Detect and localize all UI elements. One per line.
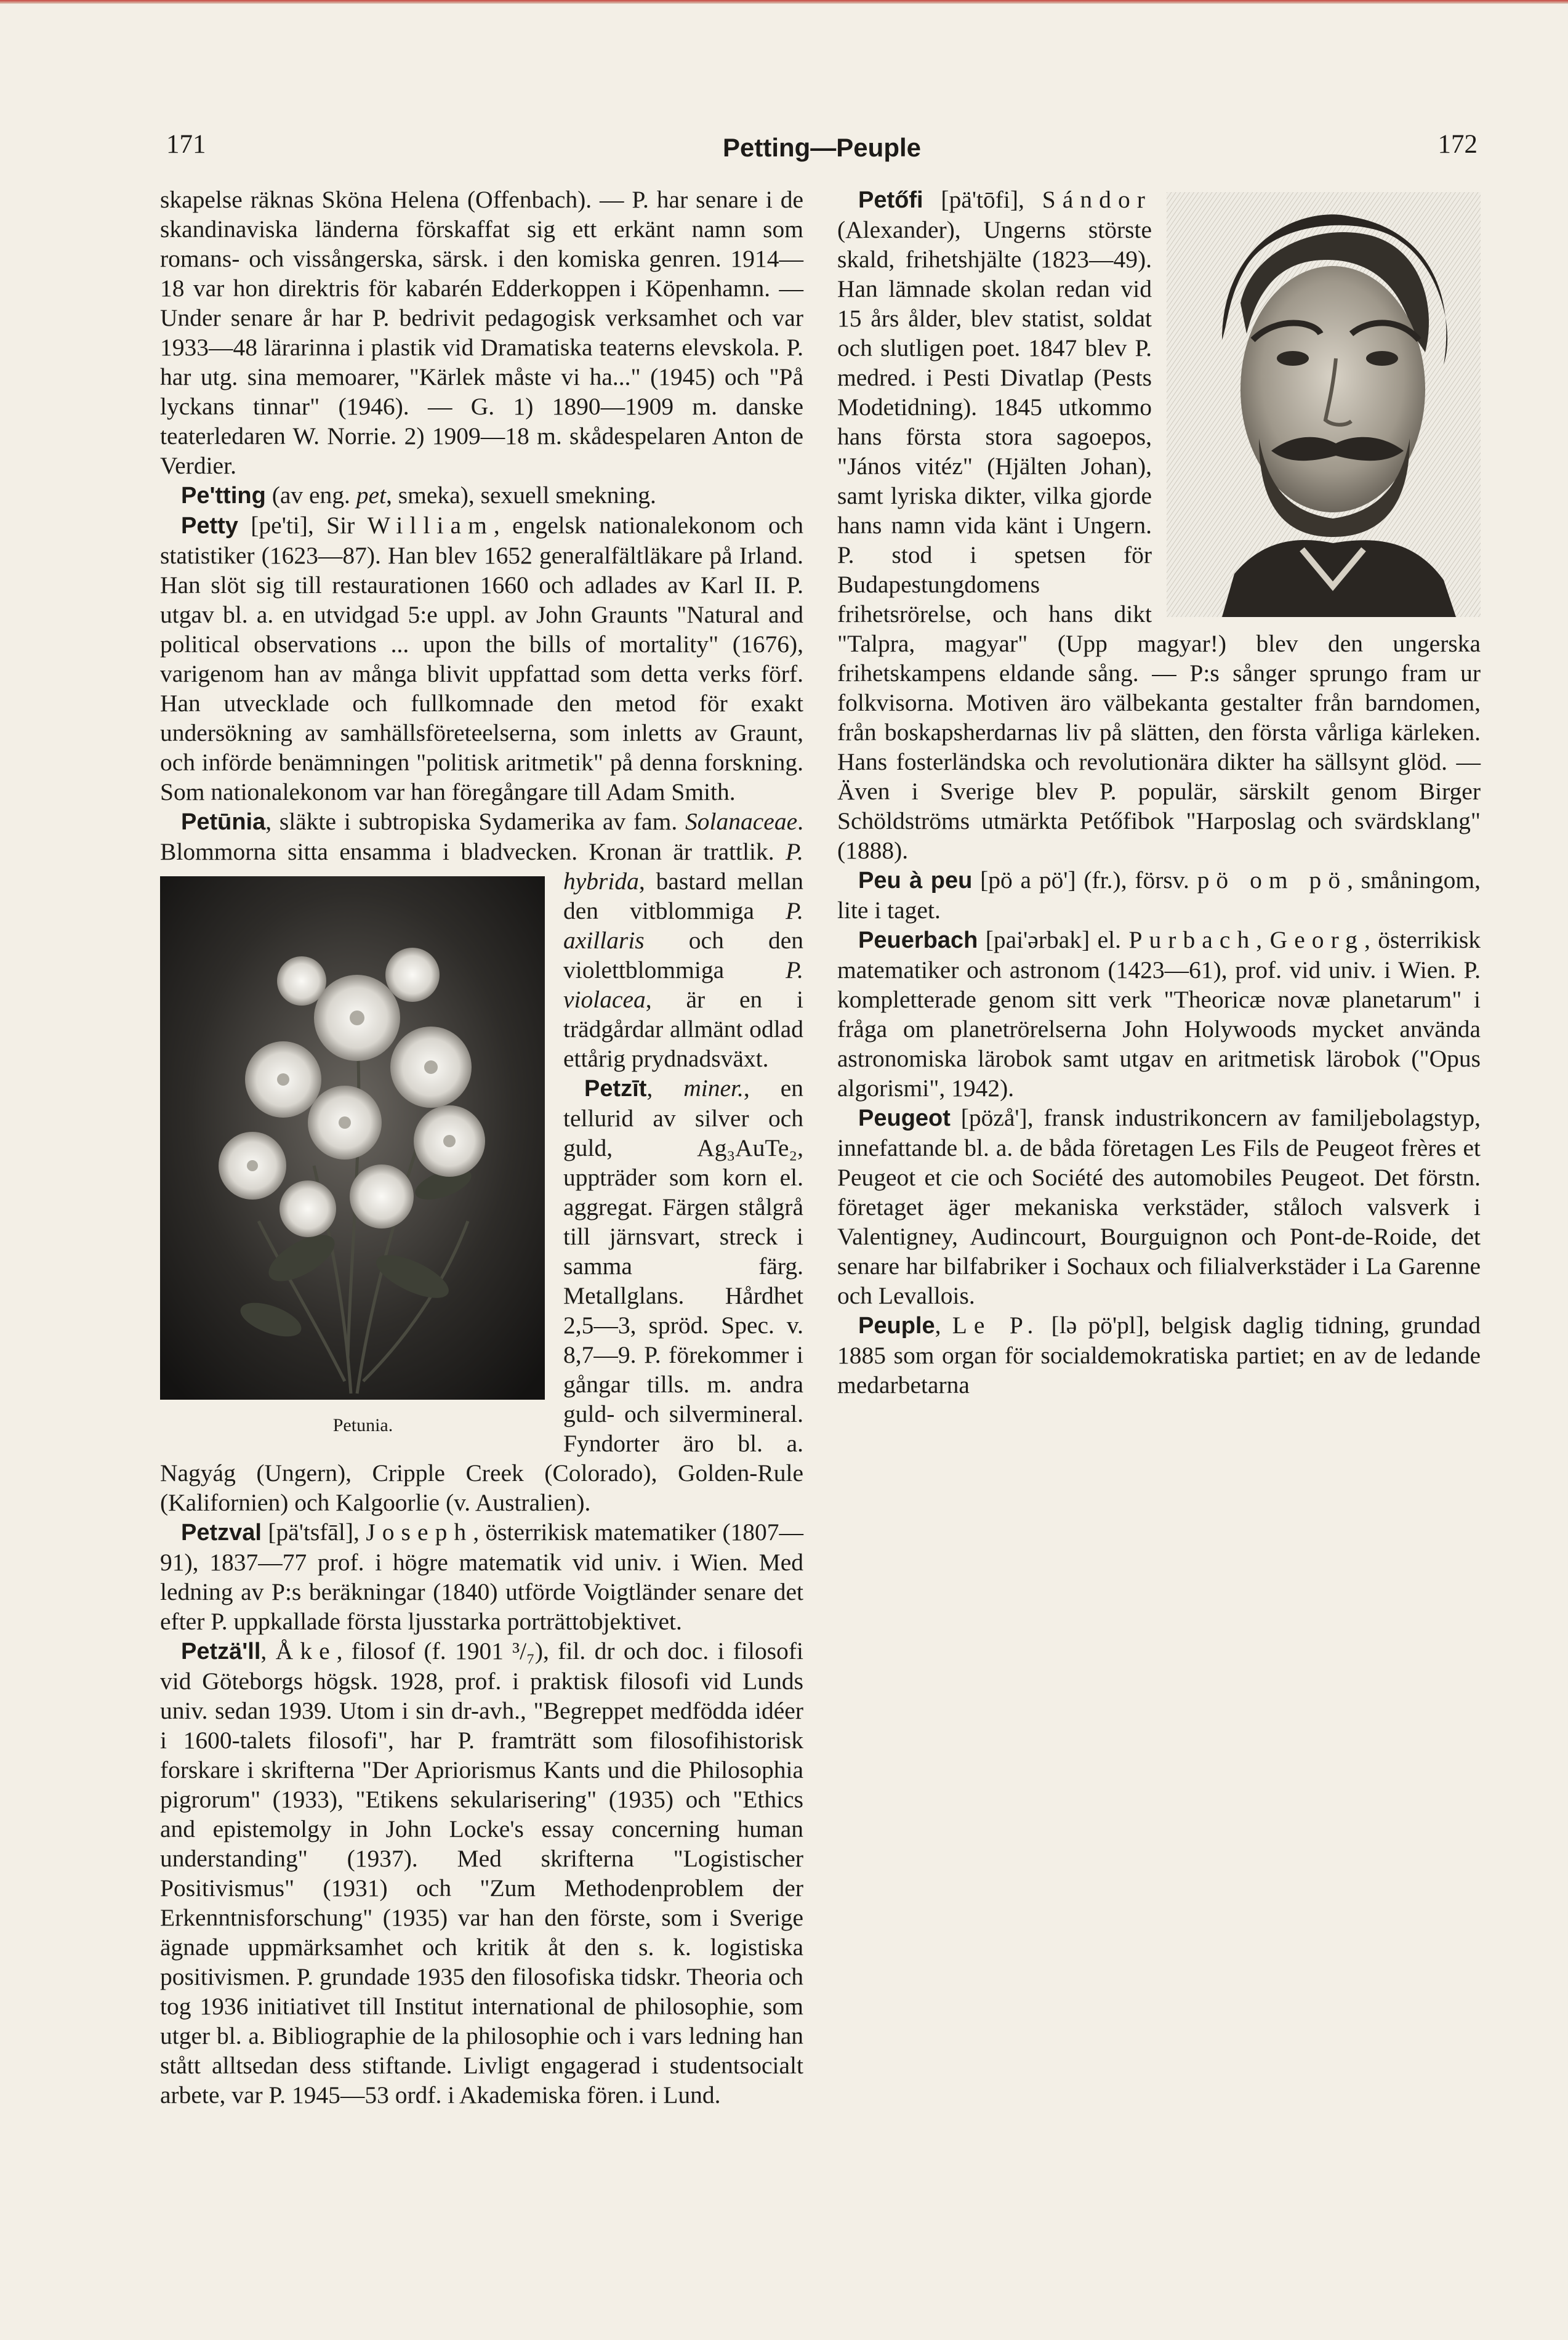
separator: , (1256, 926, 1270, 953)
petofi-portrait (1167, 192, 1481, 617)
entry-petting (160, 480, 803, 510)
entry-text: , filosof (f. 1901 ³/₇), fil. dr och doc. i filosofi vid Göteborgs högsk. 1928, prof. i praktisk filosofi vid Lunds univ. sedan 1939. Utom i sin dr-avh., "Begreppet medfödda idéer i 1600-talets filosofi", har P. framträtt som filosofihistorisk forskare i skrifterna "Der Apriorismus Kants und die Philosophia pigrorum" (1933), "Etikens sekularisering" (1935) och "Ethics and epistemolgy in John Locke's essay concerning human understanding" (1937). Med skrifterna "Logistischer Positivismus" (1931) och "Zum Methodenproblem der Erkenntnisforschung" (1935) var han den förste, som i Sverige ägnade uppmärksamhet och kritik åt den s. k. logistiska positivismen. P. grundade 1935 den filosofiska tidskr. Theoria och tog 1936 initiativet till Institut international de philosophie, som utger bl. a. Bibliographie de la philosophie och i vars ledning han stått alltsedan dess stiftande. Livligt engagerad i studentsocialt arbete, var P. 1945—53 ordf. i Akademiska fören. i Lund. (160, 1637, 804, 2108)
left-column (160, 185, 803, 2110)
entry-petzit: Petzīt, miner., en tellurid av silver och guld, Ag₃AuTe₂, uppträder som korn el. aggregat. Färgen stålgrå till järnsvart, streck i samma färg. Metallglans. Hårdhet 2,5—3, spröd. Spec. v. 8,7—9. P. förekommer i gångar tills. m. andra guld- och silvermineral. Fyndorter äro bl. a. Nagyág (Ungern), Cripple Creek (Colorado), Golden-Rule (Kalifornien) och Kalgoorlie (v. Australien). (160, 1075, 803, 1516)
italic-term: Solanaceae (685, 808, 798, 835)
page-top-edge (0, 0, 1568, 4)
pronunciation: [pe'ti], Sir (238, 512, 368, 539)
italic-term: P. axillaris (563, 897, 803, 954)
spaced-name: Åke (275, 1637, 337, 1664)
entry-text: [lə pö'pl], belgisk daglig tidning, grundad 1885 som organ för socialdemokratiska partiet; en av de ledande medarbetarna (837, 1312, 1481, 1398)
headword: Petzval (181, 1520, 262, 1546)
headword: Peugeot (858, 1105, 951, 1131)
entry-petty (160, 510, 803, 807)
entry-text: , bastard mellan den vitblommiga (563, 868, 803, 924)
spaced-name: Purbach (1128, 926, 1256, 953)
entry-peuple (837, 1310, 1481, 1400)
spaced-name: Le P. (952, 1312, 1040, 1339)
page-number-left: 171 (166, 130, 206, 159)
spaced-term: pö om pö (1197, 866, 1348, 894)
entry-text: [pözå'], fransk industrikoncern av familjebolagstyp, innefattande bl. a. de båda företagen Les Fils de Peugeot frères et Peugeot et cie och Société des automobiles Peugeot. Det förstn. företaget äger mekaniska verkstäder, ståloch valsverk i Valentigney, Audincourt, Bourguignon och Pont-de-Roide, det senare har bilfabriker i Sochaux och filialverkstäder i La Garenne och Levallois. (837, 1104, 1481, 1309)
headword: Petzä'll (181, 1639, 261, 1664)
entry-text: , smeka), sexuell smekning. (386, 482, 656, 509)
pronunciation: [pä'tsfāl], (261, 1519, 366, 1546)
entry-text: skapelse räknas Sköna Helena (Offenbach). — P. har senare i de skandinaviska länderna förskaffat sig ett erkänt namn som romans- och vissångerska, särsk. i den komiska genren. 1914—18 var hon direktris för kabarén Edderkoppen i Köpenhamn. — Under senare år har P. bedrivit pedagogisk verksamhet och var 1933—48 lärarinna i plastik vid Dramatiska teaterns elevskola. P. har utg. sina memoarer, "Kärlek måste vi ha..." (1945) och "På lyckans tinnar" (1946). — G. 1) 1890—1909 m. danske teaterledaren W. Norrie. 2) 1909—18 m. skådespelaren Anton de Verdier. (160, 186, 803, 479)
page-header (166, 129, 1478, 172)
pronunciation: [pai'ərbak] el. (978, 926, 1129, 953)
entry-text: , engelsk nationalekonom och statistiker (1623—87). Han blev 1652 generalfältläkare på Irland. Han slöt sig till restaurationen 1660 och adlades av Karl II. P. utgav bl. a. en utvidgad 5:e uppl. av John Graunts "Natural and political observations ... upon the bills of mortality" (1676), varigenom han av många blivit uppfattad som detta verks förf. Han utvecklade och fullkomnade den metod för exakt undersökning av samhällsföreteelserna, som inletts av Graunt, och införde benämningen "politisk aritmetik" på denna forskning. Som nationalekonom var han föregångare till Adam Smith. (160, 512, 803, 805)
italic-term: P. violacea (563, 956, 803, 1013)
headword: Pe'tting (181, 483, 266, 509)
entry-petofi (837, 185, 1481, 865)
entry-text: , släkte i subtropiska Sydamerika av fam. (265, 808, 686, 835)
entry-text: , en tellurid av silver och guld, Ag₃AuTe₂, uppträder som korn el. aggregat. Färgen stålgrå till järnsvart, streck i samma färg. Metallglans. Hårdhet 2,5—3, spröd. Spec. v. 8,7—9. P. förekommer i gångar tills. m. andra guld- och silvermineral. Fyndorter äro bl. a. Nagyág (Ungern), Cripple Creek (Colorado), Golden-Rule (Kalifornien) och Kalgoorlie (v. Australien). (160, 1075, 803, 1516)
spaced-name: Sándor (1042, 186, 1152, 213)
italic-term: miner. (683, 1075, 744, 1102)
right-column (837, 185, 1481, 1400)
entry-text: . Blommorna sitta ensamma i bladvecken. Kronan är trattlik. (160, 808, 803, 865)
petunia-photo (160, 876, 545, 1400)
entry-peugeot (837, 1103, 1481, 1310)
entry-text: (av eng. (265, 482, 356, 509)
spaced-name: Georg (1269, 926, 1364, 953)
headword: Peuple (858, 1313, 935, 1339)
petunia-figure (160, 876, 545, 1440)
headword: Petty (181, 513, 238, 539)
entry-text: , är en i trädgårdar allmänt odlad ettårig prydnadsväxt. (563, 986, 803, 1072)
headword: Peuerbach (858, 927, 978, 953)
figure-caption: Petunia. (332, 1415, 393, 1435)
entry-text: (Alexander), Ungerns störste skald, frihetshjälte (1823—49). Han lämnade skolan redan vid 15 års ålder, blev statist, soldat och slutligen poet. 1847 blev P. medred. i Pesti Divatlap (Pests Modetidning). 1845 utkommo hans första stora sagoepos, "János vitéz" (Hjälten Johan), samt lyriska dikter, vilka gjorde hans namn vida känt i Ungern. P. stod i spetsen för Budapestungdomens frihetsrörelse, och hans dikt "Talpra, magyar" (Upp magyar!) blev den ungerska frihetskampens eldande sång. — P:s sånger sprungo fram ur folkvisorna. Motiven äro välbekanta gestalter från barndomen, från boskapsherdarnas liv på slätten, den första vårliga kärleken. Hans fosterländska och revolutionära dikter ha sällsynt glöd. — Även i Sverige blev P. populär, särskilt genom Birger Schöldströms utmärkta Petőfibok "Harposlag och svärdsklang" (1888). (837, 216, 1481, 864)
entry-text: och den violettblommiga (563, 927, 803, 983)
headword: Petőfi (858, 187, 923, 213)
entry-peu-a-peu (837, 865, 1481, 925)
entry-peuerbach (837, 925, 1481, 1103)
petofi-portrait-figure (1167, 192, 1481, 617)
entry-petzval (160, 1517, 803, 1636)
headword: Peu à peu (858, 868, 973, 894)
entry-text: , österrikisk matematiker (1807—91), 1837—77 prof. i högre matematik vid univ. i Wien. Med ledning av P:s beräkningar (1840) utförde Voigtländer senare det efter P. uppkallade första ljusstarka porträttobjektivet. (160, 1519, 803, 1635)
separator: , (935, 1312, 952, 1339)
entry-text: , österrikisk matematiker och astronom (1423—61), prof. vid univ. i Wien. P. kompletterade genom sitt verk "Theoricæ novæ planetarum" i fråga om planetrörelserna John Holywoods mycket använda astronomiska lärobok samt utgav en aritmetisk lärobok ("Opus algorismi", 1942). (837, 926, 1481, 1102)
entry-text: , småningom, lite i taget. (837, 866, 1481, 924)
italic-term: pet (356, 482, 387, 509)
spaced-name: Joseph (366, 1519, 473, 1546)
italic-term: P. hybrida (563, 838, 803, 895)
pronunciation: [pä'tōfi], (923, 186, 1042, 213)
page-number-right: 172 (1437, 130, 1478, 159)
entry-continuation (160, 185, 803, 480)
headword: Petūnia (181, 809, 266, 835)
running-title: Petting—Peuple (722, 133, 922, 162)
headword: Petzīt (584, 1076, 647, 1102)
spaced-name: William (367, 512, 494, 539)
entry-petzall: Petzä'll, Åke, filosof (f. 1901 ³/₇), fil. dr och doc. i filosofi vid Göteborgs högsk. 1928, prof. i praktisk filosofi vid Lunds univ. sedan 1939. Utom i sin dr-avh., "Begreppet medfödda idéer i 1600-talets filosofi", har P. framträtt som filosofihistorisk forskare i skrifterna "Der Apriorismus Kants und die Philosophia pigrorum" (1933), "Etikens sekularisering" (1935) och "Ethics and epistemolgy in John Locke's essay concerning human understanding" (1937). Med skrifterna "Logistischer Positivismus" (1931) och "Zum Methodenproblem der Erkenntnisforschung" (1935) var han den förste, som i Sverige ägnade uppmärksamhet och kritik åt den s. k. logistiska positivismen. P. grundade 1935 den filosofiska tidskr. Theoria och tog 1936 initiativet till Institut international de philosophie, som utger bl. a. Bibliographie de la philosophie och i vars ledning han stått alltsedan dess stiftande. Livligt engagerad i studentsocialt arbete, var P. 1945—53 ordf. i Akademiska fören. i Lund. (160, 1637, 804, 2108)
pronunciation: [pö a pö'] (fr.), försv. (972, 866, 1197, 894)
